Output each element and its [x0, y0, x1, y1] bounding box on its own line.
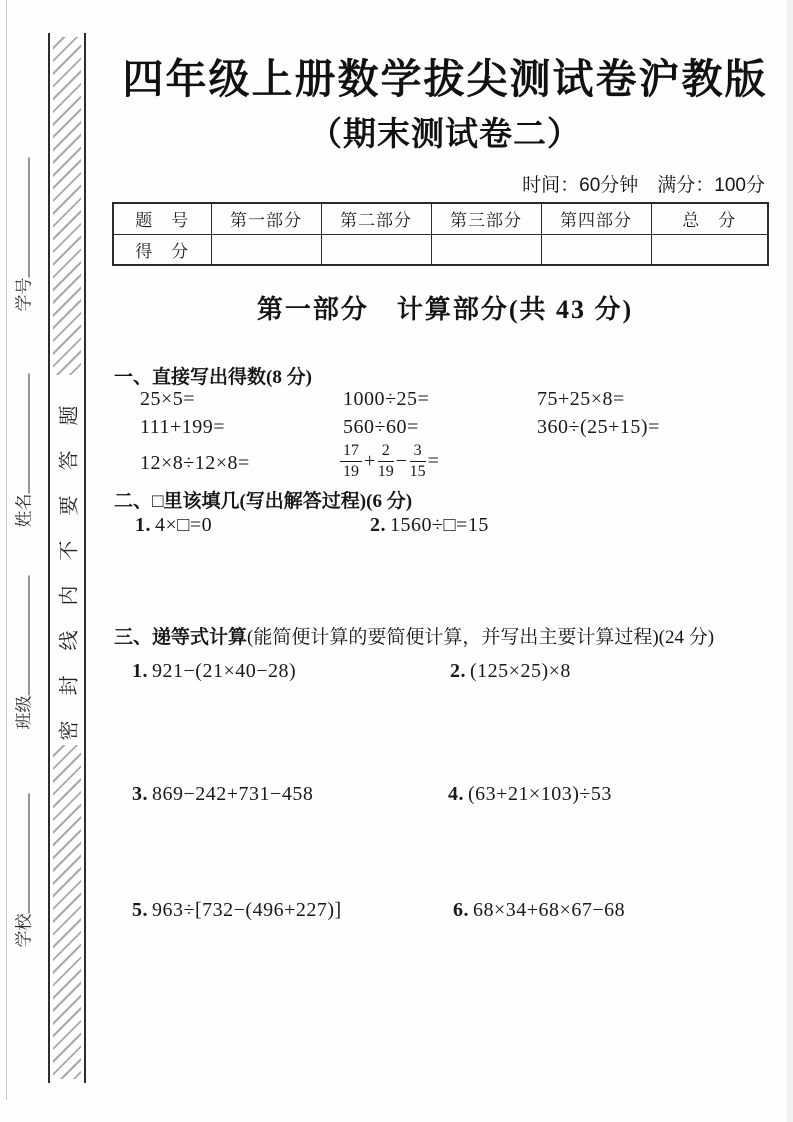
name-blank-line: [15, 373, 30, 493]
exam-time-score-meta: 时间：60分钟 满分：100分: [522, 175, 765, 196]
item-number: 2.: [370, 514, 386, 536]
question-3-note: (能简便计算的要简便计算，并写出主要计算过程)(24 分): [247, 627, 715, 648]
school-blank-line: [15, 793, 30, 913]
item-number: 5.: [132, 899, 148, 921]
score-table-header-cell: 第四部分: [541, 203, 651, 234]
question-3-item: [132, 899, 342, 922]
math-expression: (63+21×103)÷53: [468, 783, 612, 805]
score-cell-empty: [431, 234, 541, 265]
item-number: 1.: [132, 660, 148, 682]
side-label-name: [0, 435, 44, 527]
question-3-item: [450, 660, 571, 683]
score-cell-empty: [541, 234, 651, 265]
seal-line-text-label: 密封线内不要答题: [58, 380, 81, 740]
math-expression: 75+25×8=: [537, 388, 625, 410]
math-expression: 963÷[732−(496+227)]: [152, 899, 342, 921]
side-label-class: [0, 637, 44, 729]
fraction: $\frac{2}{19}$: [377, 442, 394, 480]
score-cell-empty: [321, 234, 431, 265]
question-2-title: 二、□里该填几(写出解答过程)(6 分): [114, 491, 413, 512]
score-table-header-cell: 第三部分: [431, 203, 541, 234]
item-number: 6.: [453, 899, 469, 921]
exam-title: 四年级上册数学拔尖测试卷沪教版: [122, 56, 768, 102]
question-3-title: 三、递等式计算(能简便计算的要简便计算，并写出主要计算过程)(24 分): [114, 627, 715, 648]
question-2-item: [370, 514, 489, 537]
item-number: 4.: [448, 783, 464, 805]
score-table-header-row: [113, 203, 768, 234]
hatch-pattern-bottom: [53, 745, 81, 1079]
fraction-expression: $\frac{17}{19}$ + $\frac{2}{19}$ − $\frac{3}{15}$ =: [340, 442, 441, 480]
score-row-label: 得 分: [113, 234, 211, 265]
math-expression: 360÷(25+15)=: [537, 416, 660, 438]
side-label-school: [0, 855, 44, 947]
math-expression: 25×5=: [140, 388, 196, 410]
score-table: [112, 202, 769, 266]
score-table-header-cell: 第一部分: [211, 203, 321, 234]
score-table-header-cell: 题 号: [113, 203, 211, 234]
class-blank-line: [15, 575, 30, 695]
exam-subtitle: （期末测试卷二）: [309, 115, 581, 152]
math-expression: 4×□=0: [155, 514, 213, 536]
math-expression: 68×34+68×67−68: [473, 899, 626, 921]
question-3-item: [448, 783, 612, 806]
question-3-item: [132, 783, 313, 806]
side-label-student-id: [0, 219, 44, 311]
score-cell-empty: [651, 234, 768, 265]
item-number: 3.: [132, 783, 148, 805]
score-cell-empty: [211, 234, 321, 265]
fraction: $\frac{3}{15}$: [409, 442, 426, 480]
math-expression: 869−242+731−458: [152, 783, 314, 805]
student-id-blank-line: [15, 157, 30, 277]
question-1-title: 一、直接写出得数(8 分): [114, 367, 312, 388]
section-heading: 第一部分 计算部分(共 43 分): [256, 295, 634, 324]
item-number: 1.: [135, 514, 151, 536]
math-expression: 12×8÷12×8=: [140, 452, 250, 474]
page-edge-line: [6, 0, 7, 1100]
math-expression: 1000÷25=: [343, 388, 430, 410]
math-expression: 921−(21×40−28): [152, 660, 297, 682]
hatch-pattern-top: [53, 37, 81, 375]
fraction: $\frac{17}{19}$: [340, 442, 362, 480]
seal-line-strip: [48, 33, 86, 1083]
math-expression: 560÷60=: [343, 416, 419, 438]
class-label: 班级: [14, 695, 34, 729]
school-label: 学校: [14, 913, 34, 947]
math-expression: (125×25)×8: [470, 660, 571, 682]
question-3-item: [132, 660, 296, 683]
math-expression: 111+199=: [140, 416, 226, 438]
page-edge-shadow: [787, 0, 793, 1122]
score-table-score-row: [113, 234, 768, 265]
score-table-header-cell: 总 分: [651, 203, 768, 234]
student-id-label: 学号: [14, 277, 34, 311]
item-number: 2.: [450, 660, 466, 682]
question-2-item: [135, 514, 212, 537]
seal-line-text: [50, 375, 84, 745]
math-expression: 1560÷□=15: [390, 514, 489, 536]
name-label: 姓名: [14, 493, 34, 527]
score-table-header-cell: 第二部分: [321, 203, 431, 234]
question-3-item: [453, 899, 625, 922]
